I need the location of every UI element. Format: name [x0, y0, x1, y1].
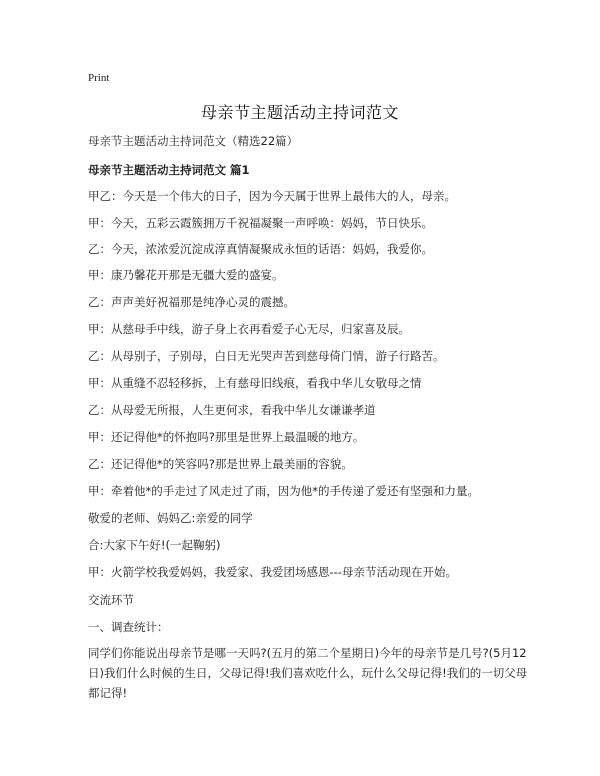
final-paragraph: 同学们你能说出母亲节是哪一天吗?(五月的第二个星期日)今年的母亲节是几号?(5月12日)我们什么时候的生日，父母记得!我们喜欢吃什么，玩什么父母记得!我们的一切父母都记得!: [88, 646, 528, 700]
dialogue-line: 乙：今天，浓浓爱沉淀成淳真情凝聚成永恒的话语：妈妈，我爱你。: [88, 242, 433, 256]
dialogue-line: 乙：从母别子，子别母，白日无光哭声苦到慈母倚门情，游子行路苦。: [88, 349, 445, 363]
dialogue-line: 乙：从母爱无所报，人生更何求，看我中华儿女谦谦孝道: [88, 403, 376, 417]
section-label: 一、调查统计：: [88, 620, 169, 634]
dialogue-line: 甲：还记得他*的怀抱吗?那里是世界上最温暖的地方。: [88, 430, 365, 444]
dialogue-line: 甲：火箭学校我爱妈妈，我爱家、我爱团场感恩---母亲节活动现在开始。: [88, 565, 457, 579]
document-title: 母亲节主题活动主持词范文: [200, 103, 399, 122]
document-subtitle: 母亲节主题活动主持词范文（精选22篇）: [88, 134, 299, 148]
dialogue-line: 甲：从慈母手中线，游子身上衣再看爱子心无尽，归家喜及辰。: [88, 322, 410, 336]
dialogue-line: 甲：今天，五彩云霞簇拥万千祝福凝聚一声呼唤：妈妈，节日快乐。: [88, 216, 433, 230]
dialogue-line: 甲：从重缝不忍轻移拆，上有慈母旧线痕，看我中华儿女敬母之情: [88, 376, 422, 390]
dialogue-line: 敬爱的老师、妈妈乙:亲爱的同学: [88, 511, 253, 525]
section-heading: 母亲节主题活动主持词范文 篇1: [88, 163, 250, 177]
dialogue-line: 合:大家下午好!(一起鞠躬): [88, 538, 221, 552]
section-label: 交流环节: [88, 593, 134, 607]
dialogue-line: 甲乙：今天是一个伟大的日子，因为今天属于世界上最伟大的人，母亲。: [88, 189, 456, 203]
dialogue-line: 甲：牵着他*的手走过了风走过了雨，因为他*的手传递了爱还有坚强和力量。: [88, 484, 479, 498]
dialogue-line: 乙：还记得他*的笑容吗?那是世界上最美丽的容貌。: [88, 457, 353, 471]
dialogue-line: 乙：声声美好祝福那是纯净心灵的震撼。: [88, 295, 295, 309]
print-label[interactable]: Print: [88, 72, 110, 84]
dialogue-line: 甲：康乃馨花开那是无疆大爱的盛宴。: [88, 268, 284, 282]
